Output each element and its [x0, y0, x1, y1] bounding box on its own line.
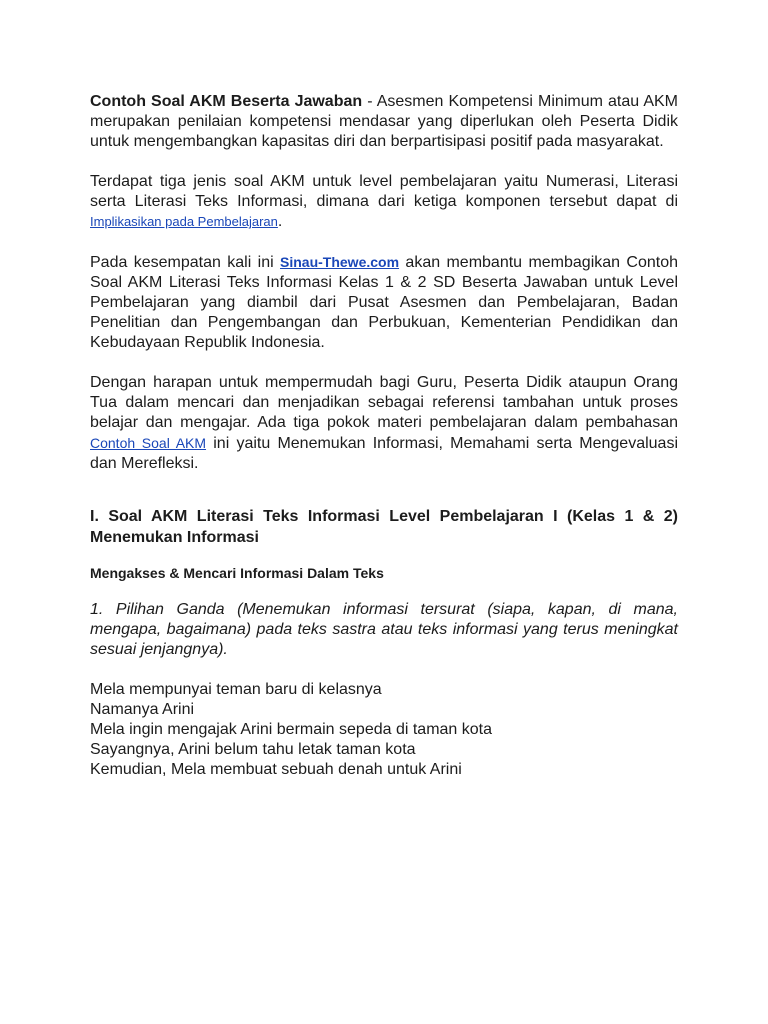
document-page	[90, 92, 678, 780]
story-text	[90, 680, 678, 780]
purpose-text-before: Dengan harapan untuk mempermudah bagi Guru, Peserta Didik ataupun Orang Tua dalam mencari dan menjadikan sebagai referensi tambahan untuk proses belajar dan mengajar. Ada tiga pokok materi pembelajaran dalam pembahasan	[90, 374, 678, 431]
story-line: Mela mempunyai teman baru di kelasnya	[90, 681, 382, 698]
intro-title: Contoh Soal AKM Beserta Jawaban	[90, 93, 363, 110]
purpose-text-after: ini yaitu Menemukan Informasi, Memahami serta Mengevaluasi dan Merefleksi.	[90, 435, 678, 472]
akm-types-text: Terdapat tiga jenis soal AKM untuk level pembelajaran yaitu Numerasi, Literasi serta Literasi Teks Informasi, dimana dari ketiga komponen tersebut dapat di	[90, 173, 678, 210]
story-line: Sayangnya, Arini belum tahu letak taman kota	[90, 741, 416, 758]
question-instruction: 1. Pilihan Ganda (Menemukan informasi tersurat (siapa, kapan, di mana, mengapa, bagaimana) pada teks sastra atau teks informasi yang terus meningkat sesuai jenjangnya).	[90, 601, 678, 658]
intro-text: - Asesmen Kompetensi Minimum atau AKM merupakan penilaian kompetensi mendasar yang diperlukan oleh Peserta Didik untuk mengembangkan kapasitas diri dan berpartisipasi positif pada masyarakat.	[90, 93, 678, 150]
story-line: Namanya Arini	[90, 701, 195, 718]
sharing-text-before: Pada kesempatan kali ini	[90, 254, 281, 271]
section-subtitle: Mengakses & Mencari Informasi Dalam Teks	[90, 565, 384, 581]
intro-paragraph	[90, 92, 678, 152]
section-title: I. Soal AKM Literasi Teks Informasi Level Pembelajaran I (Kelas 1 & 2) Menemukan Informasi	[90, 508, 678, 546]
akm-types-end: .	[277, 213, 283, 230]
sharing-text-after: akan membantu membagikan Contoh Soal AKM Literasi Teks Informasi Kelas 1 & 2 SD Beserta Jawaban untuk Level Pembelajaran yang diambil dari Pusat Asesmen dan Pembelajaran, Badan Penelitian dan Pengembangan dan Perbukuan, Kementerian Pendidikan dan Kebudayaan Republik Indonesia.	[90, 254, 678, 351]
purpose-paragraph	[90, 373, 678, 474]
implikasi-link[interactable]: Implikasikan pada Pembelajaran	[90, 214, 278, 229]
akm-types-paragraph	[90, 172, 678, 232]
sharing-paragraph	[90, 252, 678, 353]
story-line: Mela ingin mengajak Arini bermain sepeda di taman kota	[90, 721, 493, 738]
sinau-thewe-link[interactable]: Sinau-Thewe.com	[280, 254, 400, 270]
contoh-soal-akm-link[interactable]: Contoh Soal AKM	[90, 435, 207, 451]
story-line: Kemudian, Mela membuat sebuah denah untuk Arini	[90, 761, 462, 778]
